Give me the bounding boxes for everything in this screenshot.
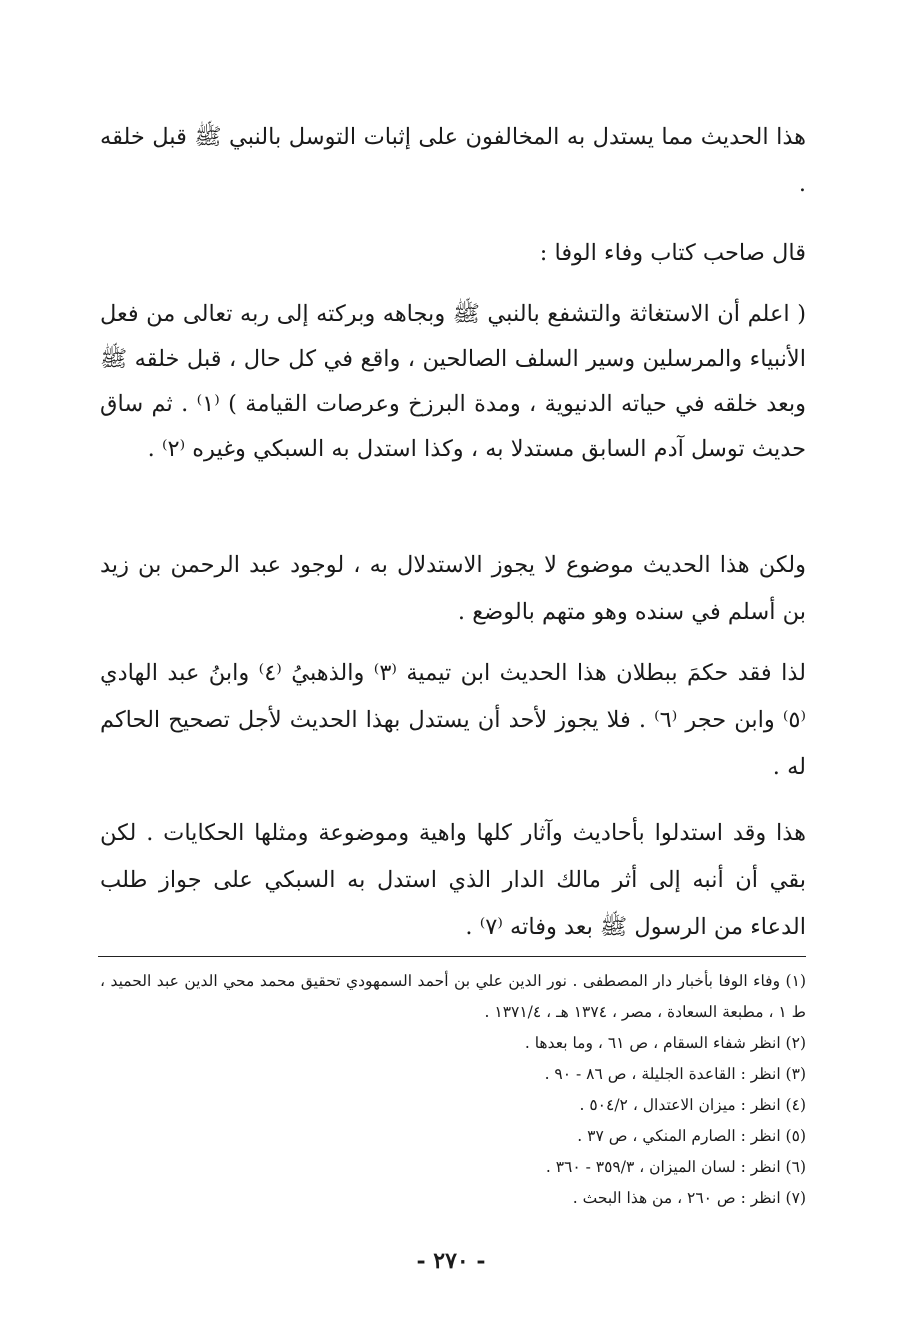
paragraph-conclusion: هذا وقد استدلوا بأحاديث وآثار كلها واهية وموضوعة ومثلها الحكايات . لكن بقي أن أنبه إلى أثر مالك الدار الذي استدل به السبكي على جواز طلب الدعاء من الرسول ﷺ بعد وفاته ⁽٧⁾ . [100, 820, 806, 940]
footnotes [100, 966, 806, 1214]
footnote-3: (٣) انظر : القاعدة الجليلة ، ص ٨٦ - ٩٠ . [544, 1065, 806, 1083]
page-number: - ٢٧٠ - [416, 1248, 486, 1274]
footnote-5: (٥) انظر : الصارم المنكي ، ص ٣٧ . [577, 1127, 806, 1145]
paragraph-fabricated: ولكن هذا الحديث موضوع لا يجوز الاستدلال به ، لوجود عبد الرحمن بن زيد بن أسلم في سنده وهو متهم بالوضع . [100, 552, 806, 625]
paragraph-intro: هذا الحديث مما يستدل به المخالفون على إثبات التوسل بالنبي ﷺ قبل خلقه . [100, 124, 806, 197]
footnote-1: (١) وفاء الوفا بأخبار دار المصطفى . نور الدين علي بن أحمد السمهودي تحقيق محمد محي الدين عبد الحميد ، ط ١ ، مطبعة السعادة ، مصر ، ١٣٧٤ هـ ، ١٣٧١/٤ . [100, 972, 806, 1021]
footnote-7: (٧) انظر : ص ٢٦٠ ، من هذا البحث . [572, 1189, 806, 1207]
footnote-2: (٢) انظر شفاء السقام ، ص ٦١ ، وما بعدها . [524, 1034, 806, 1052]
footnote-4: (٤) انظر : ميزان الاعتدال ، ٥٠٤/٢ . [579, 1096, 806, 1114]
paragraph-quote-heading: قال صاحب كتاب وفاء الوفا : [539, 240, 806, 266]
paragraph-ruling: لذا فقد حكمَ ببطلان هذا الحديث ابن تيمية ⁽٣⁾ والذهبيُ ⁽٤⁾ وابنُ عبد الهادي ⁽٥⁾ وابن حجر ⁽٦⁾ . فلا يجوز لأحد أن يستدل بهذا الحديث لأجل تصحيح الحاكم له . [100, 660, 806, 780]
paragraph-quote: ( اعلم أن الاستغاثة والتشفع بالنبي ﷺ وبجاهه وبركته إلى ربه تعالى من فعل الأنبياء والمرسلين وسير السلف الصالحين ، واقع في كل حال ، قبل خلقه ﷺ وبعد خلقه في حياته الدنيوية ، ومدة البرزخ وعرصات القيامة ) ⁽١⁾ . ثم ساق حديث توسل آدم السابق مستدلا به ، وكذا استدل به السبكي وغيره ⁽٢⁾ . [100, 301, 807, 462]
footnote-divider [98, 956, 806, 957]
footnote-6: (٦) انظر : لسان الميزان ، ٣٥٩/٣ - ٣٦٠ . [545, 1158, 806, 1176]
